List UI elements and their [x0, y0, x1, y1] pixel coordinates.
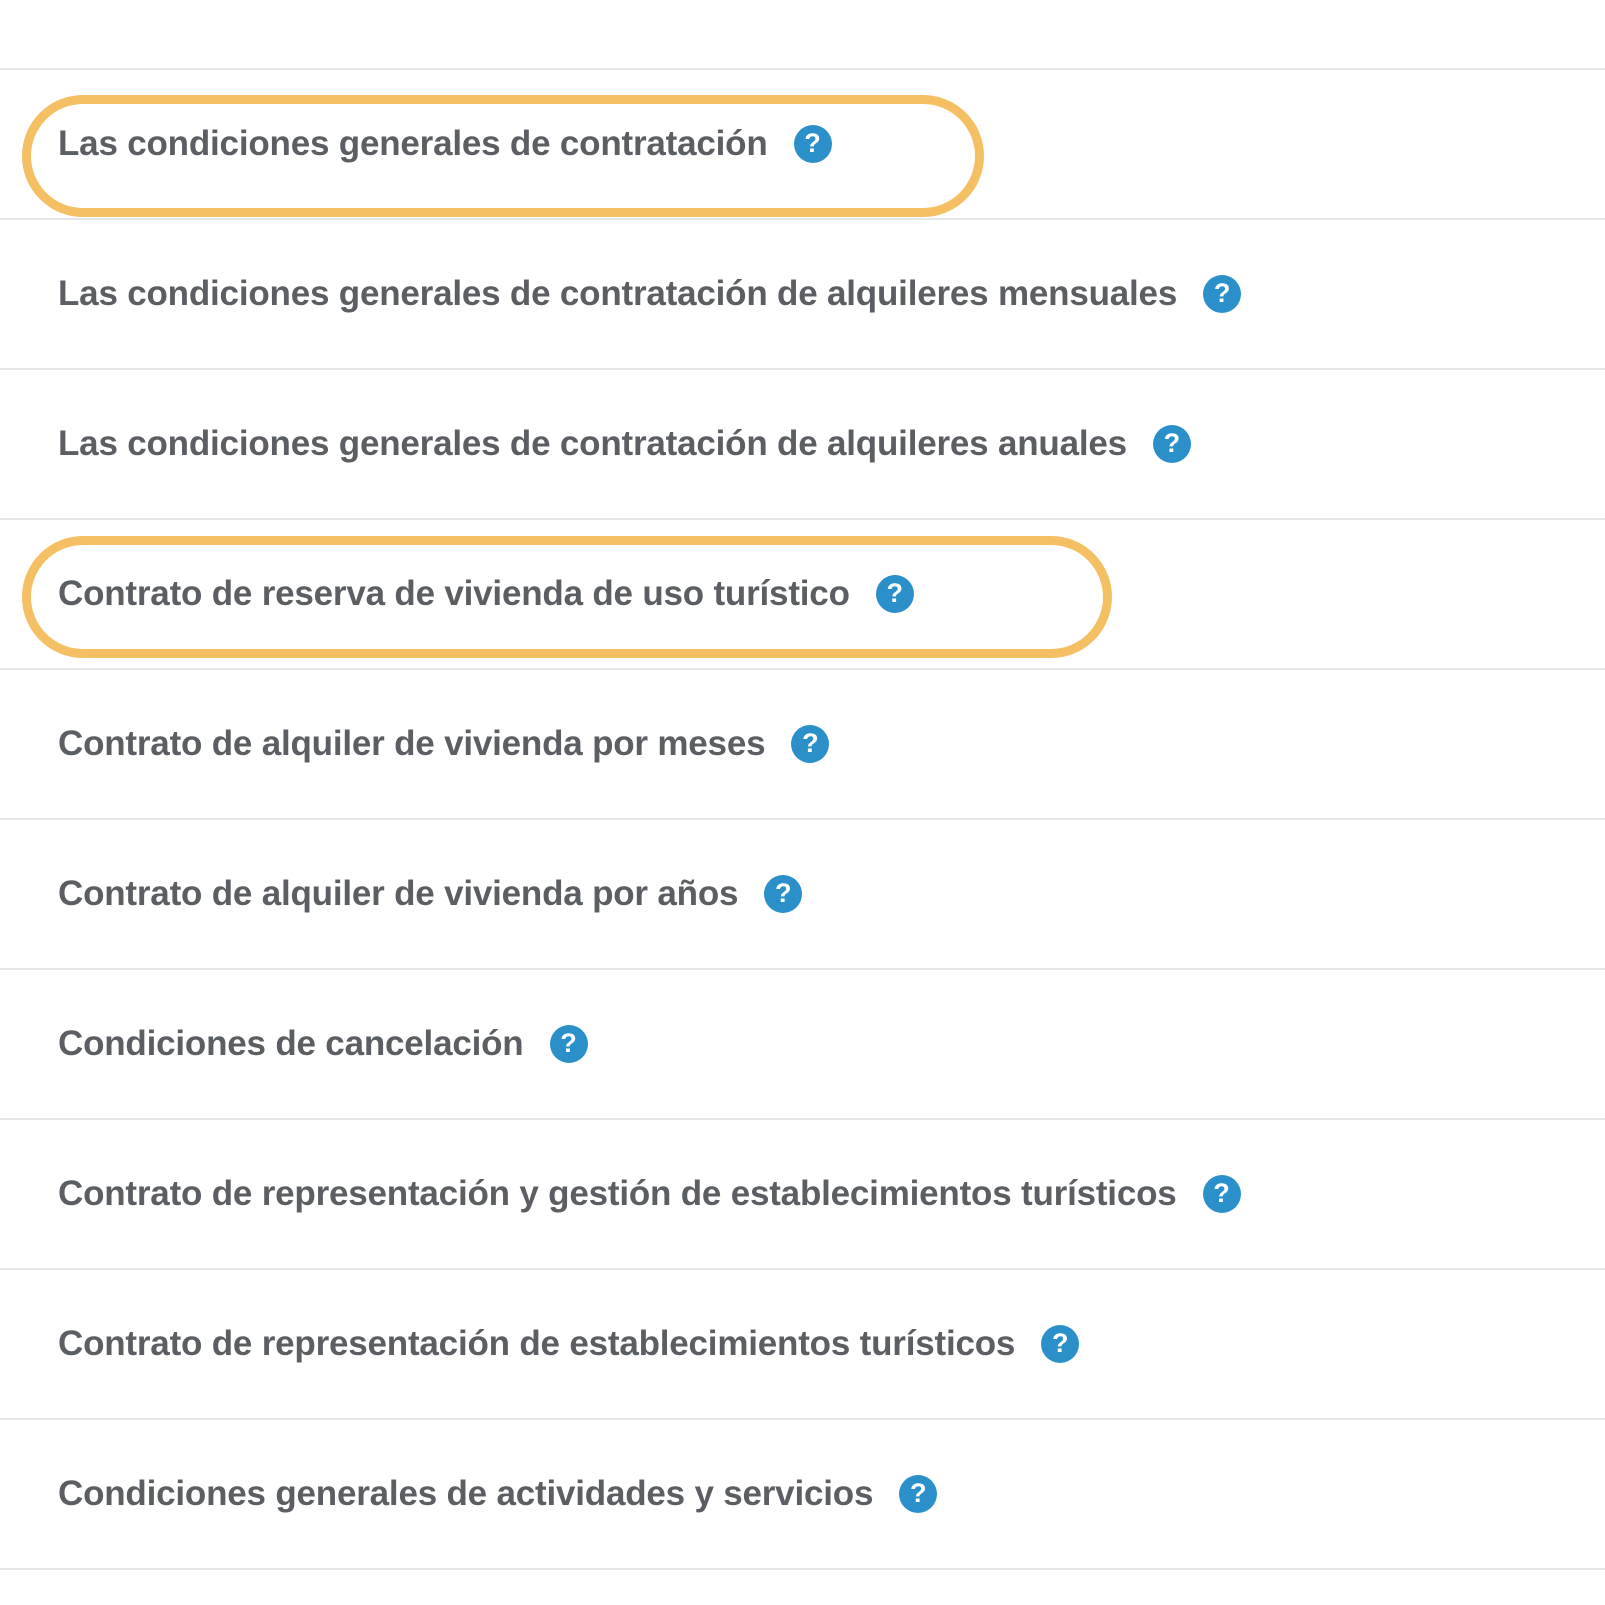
- top-spacer: [0, 0, 1605, 68]
- list-item-content: [58, 124, 832, 164]
- list-item[interactable]: [0, 818, 1605, 968]
- list-item-content: [58, 1474, 937, 1514]
- help-circle-icon[interactable]: ?: [764, 875, 802, 913]
- list-item[interactable]: [0, 68, 1605, 218]
- list-item[interactable]: [0, 968, 1605, 1118]
- list-item-label: Contrato de alquiler de vivienda por meses: [58, 724, 766, 763]
- document-type-list: [0, 68, 1605, 1574]
- help-circle-icon[interactable]: ?: [794, 125, 832, 163]
- list-item-label: Las condiciones generales de contratación de alquileres mensuales: [58, 274, 1178, 313]
- list-item[interactable]: [0, 368, 1605, 518]
- list-item-content: [58, 1024, 588, 1064]
- list-item-content: [58, 1174, 1241, 1214]
- list-item-label: Contrato de alquiler de vivienda por años: [58, 874, 739, 913]
- list-item-content: [58, 574, 914, 614]
- list-item-content: [58, 424, 1191, 464]
- list-item-label: Contrato de reserva de vivienda de uso turístico: [58, 574, 850, 613]
- help-circle-icon[interactable]: ?: [899, 1475, 937, 1513]
- help-circle-icon[interactable]: ?: [791, 725, 829, 763]
- help-circle-icon[interactable]: ?: [1203, 275, 1241, 313]
- help-circle-icon[interactable]: ?: [550, 1025, 588, 1063]
- list-item[interactable]: [0, 1268, 1605, 1418]
- list-item[interactable]: [0, 1418, 1605, 1568]
- list-item-label: Contrato de representación de establecimientos turísticos: [58, 1324, 1016, 1363]
- list-item-content: [58, 874, 802, 914]
- list-item[interactable]: [0, 518, 1605, 668]
- list-item-content: [58, 1324, 1079, 1364]
- help-circle-icon[interactable]: ?: [1203, 1175, 1241, 1213]
- help-circle-icon[interactable]: ?: [876, 575, 914, 613]
- help-circle-icon[interactable]: ?: [1153, 425, 1191, 463]
- list-item-label: Condiciones de cancelación: [58, 1024, 524, 1063]
- list-item[interactable]: [0, 218, 1605, 368]
- list-item[interactable]: [0, 1118, 1605, 1268]
- list-item[interactable]: [0, 668, 1605, 818]
- list-item-label: Contrato de representación y gestión de establecimientos turísticos: [58, 1174, 1177, 1213]
- list-item-label: Las condiciones generales de contratación de alquileres anuales: [58, 424, 1127, 463]
- list-item-label: Las condiciones generales de contratación: [58, 124, 768, 163]
- list-item-label: Condiciones generales de actividades y servicios: [58, 1474, 874, 1513]
- list-item-content: [58, 724, 829, 764]
- list-bottom-divider: [0, 1568, 1605, 1574]
- help-circle-icon[interactable]: ?: [1041, 1325, 1079, 1363]
- list-item-content: [58, 274, 1241, 314]
